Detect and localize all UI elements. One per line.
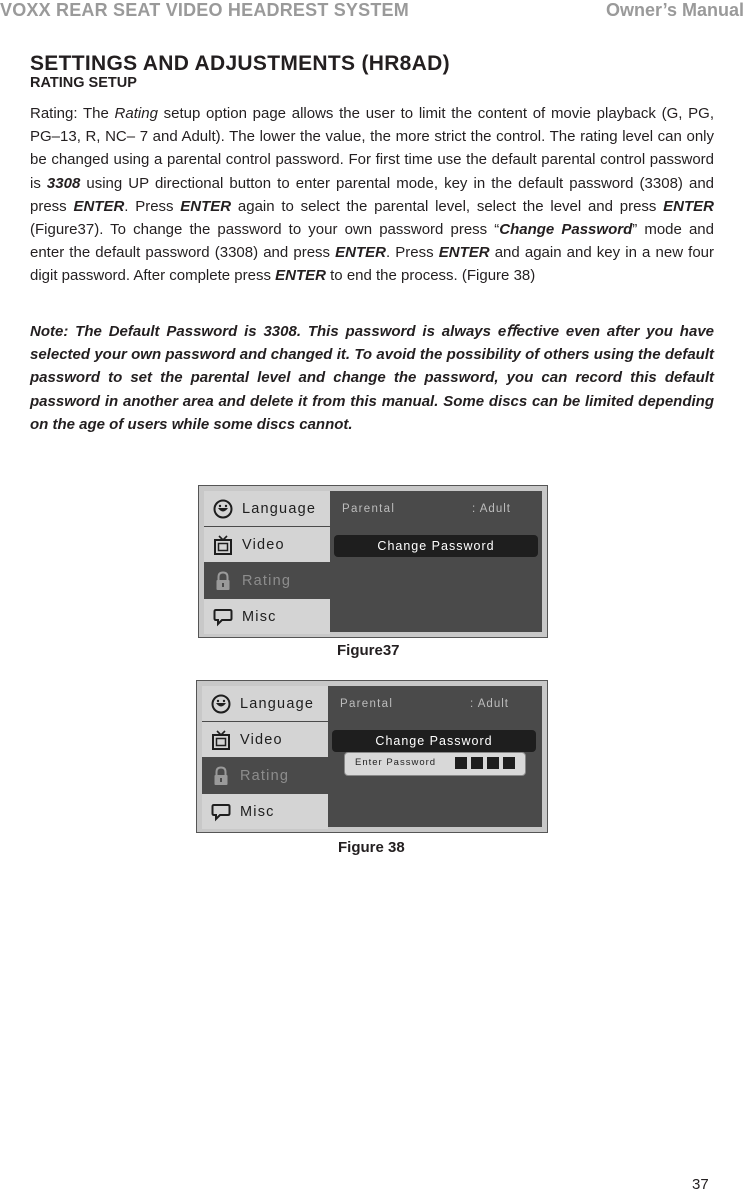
change-password-option: Change Password [332, 730, 536, 752]
page-number: 37 [692, 1176, 709, 1193]
menu-item-language [202, 686, 328, 721]
body-paragraph [30, 102, 714, 288]
menu-label: Rating [242, 572, 292, 589]
text-run: ENTER [73, 197, 125, 215]
lock-icon [202, 765, 240, 787]
header-title: VOXX REAR SEAT VIDEO HEADREST SYSTEM [0, 0, 409, 20]
menu-label: Language [242, 500, 317, 517]
menu-label: Rating [240, 767, 290, 784]
speech-bubble-icon [202, 801, 240, 823]
text-run: 3308 [46, 174, 81, 192]
menu-item-video [204, 527, 330, 562]
smiley-icon [202, 693, 240, 715]
text-run: using UP directional button to enter parental mode, key in the default password (3308) and press [30, 174, 715, 215]
menu-item-language [204, 491, 330, 526]
speech-bubble-icon [204, 606, 242, 628]
text-run: and again and key in a new four digit password. After complete press [30, 244, 714, 285]
menu-label: Language [240, 695, 315, 712]
section-subtitle: RATING SETUP [30, 75, 137, 91]
osd-menu [204, 491, 330, 632]
note-paragraph: Note: The Default Password is 3308. This password is always eﬀective even after you have selected your own password and changed it. To avoid the possibility of others using the default password to set the parental level and change the password, you can record this default password in another area and delete it from this manual. Some discs can be limited depending on the age of users while some discs cannot. [30, 323, 714, 433]
menu-label: Misc [240, 803, 275, 820]
text-run: Rating: The [30, 105, 115, 122]
text-run: ENTER [438, 244, 490, 262]
smiley-icon [204, 498, 242, 520]
menu-label: Video [242, 536, 285, 553]
osd-menu [202, 686, 328, 827]
menu-item-rating [202, 758, 328, 793]
menu-item-rating [204, 563, 330, 598]
parental-value: : Adult [470, 698, 509, 710]
parental-value: : Adult [472, 503, 511, 515]
enter-password-label: Enter Password [355, 757, 437, 768]
osd-panel [202, 686, 542, 827]
header-manual-label: Owner’s Manual [605, 0, 744, 20]
menu-label: Misc [242, 608, 277, 625]
menu-label: Video [240, 731, 283, 748]
figure-38-caption: Figure 38 [338, 839, 405, 856]
osd-panel [204, 491, 542, 632]
tv-icon [204, 534, 242, 556]
page-title: SETTINGS AND ADJUSTMENTS (HR8AD) [30, 52, 450, 75]
parental-label: Parental [342, 503, 396, 515]
password-digit-mask [471, 757, 483, 769]
text-run: setup option page allows the user to limit the content of movie playback (G, PG, PG–13, R, NC– 7 and Adult). The lower the value, the more strict the control. The rating level can only be changed using a parental control password. For ﬁrst time use the default parental control password is [30, 105, 714, 192]
figure-38-osd-screen [196, 680, 548, 833]
change-password-option: Change Password [334, 535, 538, 557]
tv-icon [202, 729, 240, 751]
parental-label: Parental [340, 698, 394, 710]
text-run: ” mode and enter the default password (3308) and press [30, 221, 714, 262]
figure-37-osd-screen [198, 485, 548, 638]
text-run: ENTER [180, 197, 232, 215]
text-run: ENTER [663, 197, 714, 215]
menu-item-misc [202, 794, 328, 829]
password-digit-mask [455, 757, 467, 769]
menu-item-video [202, 722, 328, 757]
text-run: (Figure37). To change the password to your own password press “ [30, 221, 500, 239]
password-digit-mask [503, 757, 515, 769]
text-run: . Press [124, 197, 181, 215]
lock-icon [204, 570, 242, 592]
figure-37-caption: Figure37 [337, 642, 400, 659]
text-run: to end the process. (Figure 38) [325, 267, 536, 285]
text-run: ENTER [335, 244, 386, 262]
text-run: . Press [386, 244, 439, 262]
menu-item-misc [204, 599, 330, 634]
text-run: ENTER [275, 267, 326, 285]
text-run: Change Password [499, 221, 633, 239]
text-run: again to select the parental level, select the level and press [231, 197, 664, 215]
password-digit-mask [487, 757, 499, 769]
text-run: Rating [114, 105, 158, 122]
enter-password-box [344, 752, 526, 776]
